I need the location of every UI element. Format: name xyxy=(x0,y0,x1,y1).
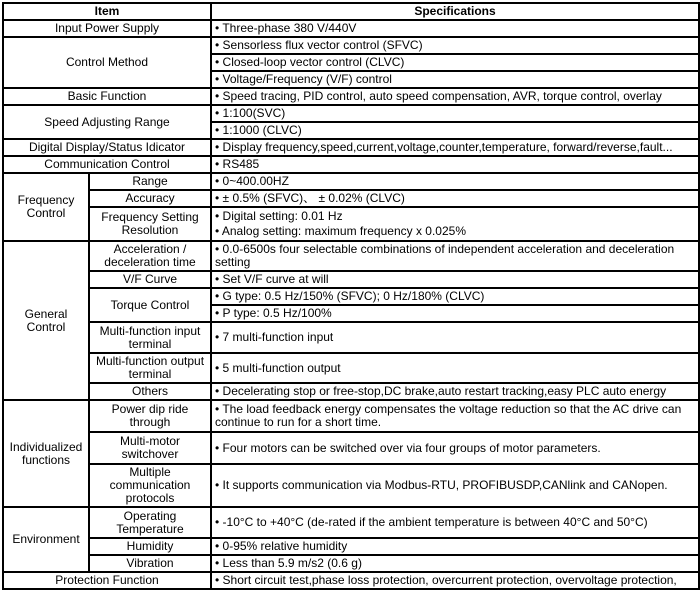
item-cell-frequency-setting-resolution: Frequency Setting Resolution xyxy=(89,207,211,241)
item-cell-input-power-supply: Input Power Supply xyxy=(3,20,211,37)
table-row xyxy=(3,507,699,538)
table-row xyxy=(3,156,699,173)
spec-cell-others: • Decelerating stop or free-stop,DC brake,auto restart tracking,easy PLC auto energy xyxy=(211,383,699,400)
item-cell-vf-curve: V/F Curve xyxy=(89,271,211,288)
group-cell-environment: Environment xyxy=(3,507,89,572)
spec-cell-acceleration-deceleration: • 0.0-6500s four selectable combinations of independent acceleration and deceleration setting xyxy=(211,241,699,271)
table-row xyxy=(3,353,699,383)
item-cell-acceleration-deceleration: Acceleration / deceleration time xyxy=(89,241,211,271)
spec-cell-multi-function-input: • 7 multi-function input xyxy=(211,322,699,353)
item-cell-vibration: Vibration xyxy=(89,555,211,572)
spec-line-analog-setting: • Analog setting: maximum frequency x 0.025% xyxy=(215,224,466,238)
spec-cell-control-method-vf: • Voltage/Frequency (V/F) control xyxy=(211,71,699,88)
table-row xyxy=(3,538,699,555)
header-item: Item xyxy=(3,3,211,20)
table-row xyxy=(3,432,699,464)
item-cell-accuracy: Accuracy xyxy=(89,190,211,207)
item-cell-basic-function: Basic Function xyxy=(3,88,211,105)
header-specifications: Specifications xyxy=(211,3,699,20)
item-cell-operating-temperature: Operating Temperature xyxy=(89,507,211,538)
item-cell-communication-control: Communication Control xyxy=(3,156,211,173)
spec-cell-power-dip-ride-through: • The load feedback energy compensates the voltage reduction so that the AC drive can continue to run for a short time. xyxy=(211,400,699,432)
table-row xyxy=(3,173,699,190)
spec-cell-vibration: • Less than 5.9 m/s2 (0.6 g) xyxy=(211,555,699,572)
table-row xyxy=(3,271,699,288)
table-row xyxy=(3,572,699,589)
group-cell-individualized-functions: Individualized functions xyxy=(3,400,89,507)
table-row xyxy=(3,139,699,156)
spec-cell-torque-p-type: • P type: 0.5 Hz/100% xyxy=(211,305,699,322)
table-row xyxy=(3,288,699,305)
spec-cell-control-method-sfvc: • Sensorless flux vector control (SFVC) xyxy=(211,37,699,54)
table-row xyxy=(3,555,699,572)
table-row xyxy=(3,241,699,271)
item-cell-speed-adjusting-range: Speed Adjusting Range xyxy=(3,105,211,139)
spec-cell-multiple-communication-protocols: • It supports communication via Modbus-RTU, PROFIBUSDP,CANlink and CANopen. xyxy=(211,464,699,507)
spec-cell-protection-function: • Short circuit test,phase loss protection, overcurrent protection, overvoltage protection, xyxy=(211,572,699,589)
spec-cell-frequency-setting-resolution xyxy=(211,207,699,241)
table-row xyxy=(3,88,699,105)
spec-cell-operating-temperature: • -10°C to +40°C (de-rated if the ambient temperature is between 40°C and 50°C) xyxy=(211,507,699,538)
table-row xyxy=(3,400,699,432)
table-row xyxy=(3,37,699,54)
item-cell-multi-function-input: Multi-function input terminal xyxy=(89,322,211,353)
spec-cell-accuracy: • ± 0.5% (SFVC)、 ± 0.02% (CLVC) xyxy=(211,190,699,207)
spec-cell-communication-control: • RS485 xyxy=(211,156,699,173)
item-cell-range: Range xyxy=(89,173,211,190)
spec-cell-vf-curve: • Set V/F curve at will xyxy=(211,271,699,288)
spec-cell-speed-adjusting-svc: • 1:100(SVC) xyxy=(211,105,699,122)
item-cell-power-dip-ride-through: Power dip ride through xyxy=(89,400,211,432)
spec-cell-input-power-supply: • Three-phase 380 V/440V xyxy=(211,20,699,37)
specifications-table xyxy=(2,2,700,590)
item-cell-digital-display: Digital Display/Status Idicator xyxy=(3,139,211,156)
spec-cell-control-method-clvc: • Closed-loop vector control (CLVC) xyxy=(211,54,699,71)
spec-cell-basic-function: • Speed tracing, PID control, auto speed compensation, AVR, torque control, overlay xyxy=(211,88,699,105)
item-cell-multi-function-output: Multi-function output terminal xyxy=(89,353,211,383)
table-header-row xyxy=(3,3,699,20)
item-cell-multi-motor-switchover: Multi-motor switchover xyxy=(89,432,211,464)
spec-cell-range: • 0~400.00HZ xyxy=(211,173,699,190)
group-cell-frequency-control: Frequency Control xyxy=(3,173,89,241)
table-row xyxy=(3,105,699,122)
spec-cell-torque-g-type: • G type: 0.5 Hz/150% (SFVC); 0 Hz/180% (CLVC) xyxy=(211,288,699,305)
spec-cell-digital-display: • Display frequency,speed,current,voltage,counter,temperature, forward/reverse,fault... xyxy=(211,139,699,156)
table-row xyxy=(3,322,699,353)
item-cell-protection-function: Protection Function xyxy=(3,572,211,589)
spec-cell-speed-adjusting-clvc: • 1:1000 (CLVC) xyxy=(211,122,699,139)
spec-cell-multi-function-output: • 5 multi-function output xyxy=(211,353,699,383)
item-cell-torque-control: Torque Control xyxy=(89,288,211,322)
table-row xyxy=(3,20,699,37)
item-cell-humidity: Humidity xyxy=(89,538,211,555)
item-cell-control-method: Control Method xyxy=(3,37,211,88)
table-row xyxy=(3,464,699,507)
spec-cell-multi-motor-switchover: • Four motors can be switched over via four groups of motor parameters. xyxy=(211,432,699,464)
table-row xyxy=(3,383,699,400)
spec-cell-humidity: • 0-95% relative humidity xyxy=(211,538,699,555)
table-row xyxy=(3,207,699,241)
table-row xyxy=(3,190,699,207)
group-cell-general-control: General Control xyxy=(3,241,89,400)
item-cell-others: Others xyxy=(89,383,211,400)
spec-line-digital-setting: • Digital setting: 0.01 Hz xyxy=(215,209,343,223)
item-cell-multiple-communication-protocols: Multiple communication protocols xyxy=(89,464,211,507)
